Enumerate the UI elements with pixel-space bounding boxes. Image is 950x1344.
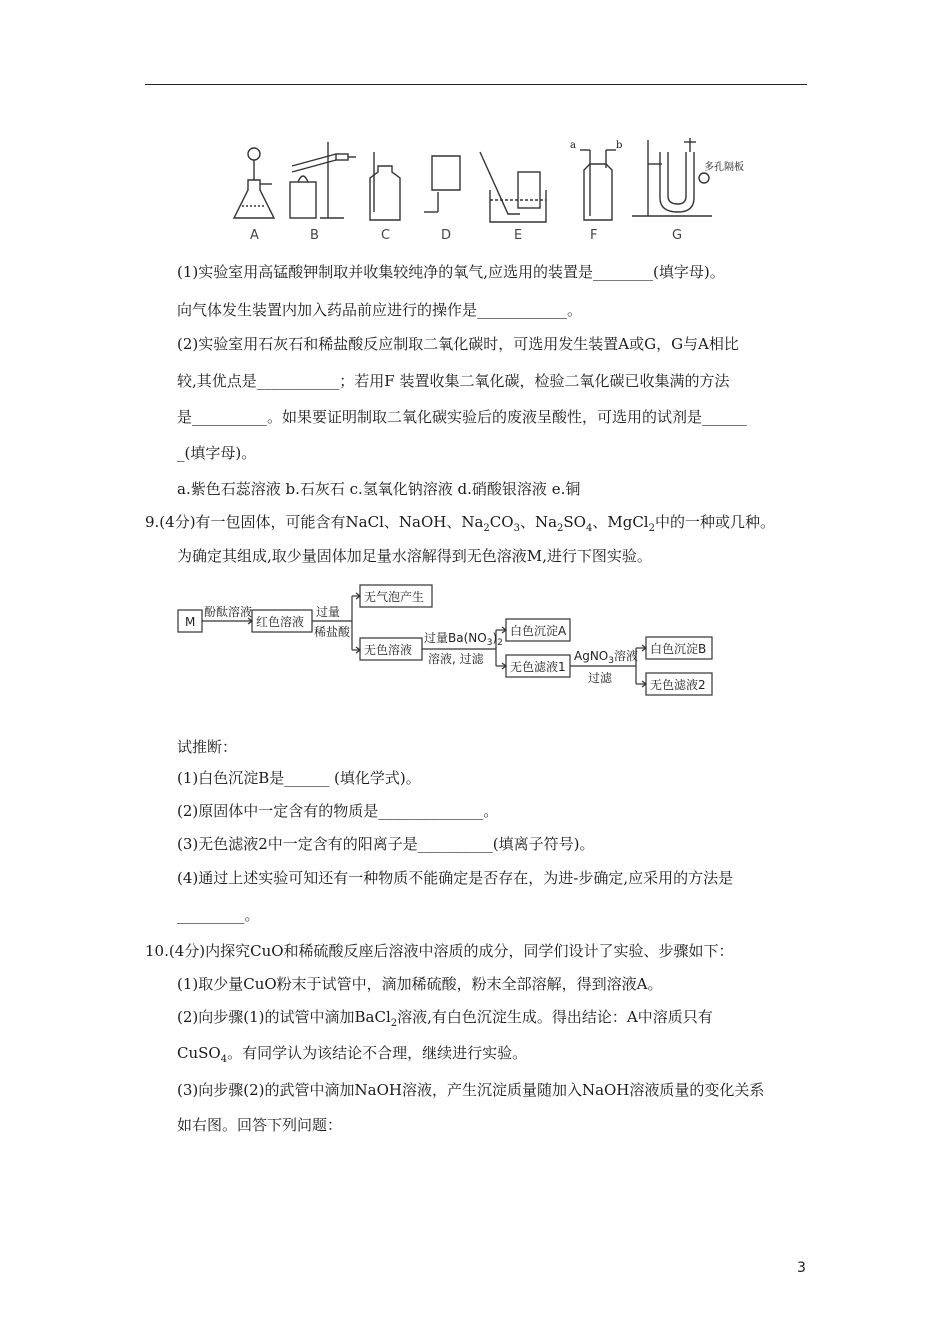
q8-part1-b: 向气体发生装置内加入药品前应进行的操作是____________。 bbox=[177, 301, 583, 319]
q9-intro: 为确定其组成,取少量固体加足量水溶解得到无色溶液M,进行下图实验。 bbox=[177, 547, 652, 565]
q10-part3-a: (3)向步骤(2)的武管中滴加NaOH溶液，产生沉淀质量随加入NaOH溶液质量的变化关系 bbox=[177, 1081, 765, 1099]
q8-part2-b: 较,其优点是___________；若用F 装置收集二氧化碳，检验二氧化碳已收集满的方法 bbox=[177, 372, 730, 390]
flow-a3a: 过量$Ba(NO_3)_2$ bbox=[424, 631, 503, 648]
apparatus-a-flask bbox=[234, 148, 274, 218]
apparatus-f-bottle bbox=[580, 150, 616, 220]
q8-part2-a: (2)实验室用石灰石和稀盐酸反应制取二氧化碳时，可选用发生装置A或G，G与A相比 bbox=[177, 335, 739, 353]
page-number: 3 bbox=[797, 1260, 806, 1276]
q9-part3: (3)无色滤液2中一定含有的阳离子是__________(填离子符号)。 bbox=[177, 835, 595, 853]
apparatus-figure bbox=[228, 132, 748, 244]
label-f: F bbox=[590, 228, 598, 243]
flow-m-text: M bbox=[185, 615, 196, 629]
q9-part4-a: (4)通过上述实验可知还有一种物质不能确定是否存在，为进-步确定,应采用的方法是 bbox=[177, 869, 734, 887]
q10-stem: 10.(4分)内探究CuO和稀硫酸反座后溶液中溶质的成分，同学们设计了实验、步骤如下： bbox=[145, 942, 734, 960]
q9-part4-b: _________。 bbox=[177, 906, 260, 924]
apparatus-f-tap-a: a bbox=[570, 140, 576, 151]
q9-part1: (1)白色沉淀B是______ (填化学式)。 bbox=[177, 769, 421, 787]
apparatus-b-heating bbox=[290, 142, 356, 218]
flow-a4b: 过滤 bbox=[588, 671, 613, 685]
apparatus-g-utube bbox=[632, 138, 712, 216]
label-c: C bbox=[381, 228, 391, 243]
q10-part2-a: (2)向步骤(1)的试管中滴加BaCl$_2$溶液,有白色沉淀生成。得出结论：A中溶质只有 bbox=[177, 1008, 713, 1029]
label-e: E bbox=[514, 228, 523, 243]
q9-part2: (2)原固体中一定含有的物质是______________。 bbox=[177, 802, 499, 820]
header-rule bbox=[145, 84, 807, 85]
flow-a3b: 溶液, 过滤 bbox=[428, 652, 484, 666]
apparatus-f-tap-b: b bbox=[616, 140, 623, 151]
flow-b1-text: 红色溶液 bbox=[256, 615, 305, 629]
q8-part2-d: _(填字母)。 bbox=[177, 444, 257, 462]
q10-part2-b: CuSO$_4$。有同学认为该结论不合理，继续进行实验。 bbox=[177, 1044, 528, 1065]
flow-b4-text: 白色沉淀A bbox=[510, 624, 567, 638]
apparatus-g-note: 多孔隔板 bbox=[704, 162, 744, 173]
label-b: B bbox=[310, 228, 319, 243]
label-d: D bbox=[441, 228, 452, 243]
q10-part3-b: 如右图。回答下列问题： bbox=[177, 1116, 343, 1134]
apparatus-e-trough bbox=[480, 152, 546, 222]
q9-stem: 9.(4分)有一包固体，可能含有NaCl、NaOH、$Na_2CO_3$、$Na_2SO_4$、MgCl$_2$中的一种或几种。 bbox=[145, 513, 775, 534]
label-g: G bbox=[672, 228, 683, 243]
q9-flowchart bbox=[176, 578, 736, 702]
flow-b3-text: 无色溶液 bbox=[364, 643, 413, 657]
label-a: A bbox=[250, 228, 259, 243]
q9-infer: 试推断： bbox=[177, 738, 238, 756]
q8-options: a.紫色石蕊溶液 b.石灰石 c.氢氧化钠溶液 d.硝酸银溶液 e.铜 bbox=[177, 480, 581, 498]
apparatus-c-bottle bbox=[370, 152, 400, 220]
flow-a4a: AgNO$_3$溶液 bbox=[574, 649, 638, 666]
q8-part1-a: (1)实验室用高锰酸钾制取并收集较纯净的氧气,应选用的装置是________(填字母)。 bbox=[177, 263, 725, 281]
q8-part2-c: 是__________。如果要证明制取二氧化碳实验后的废液呈酸性，可选用的试剂是______ bbox=[177, 408, 748, 426]
flow-a2a: 过量 bbox=[316, 605, 341, 619]
apparatus-d-bottle bbox=[424, 156, 460, 212]
flow-a1: 酚酞溶液 bbox=[204, 605, 253, 619]
flow-a2b: 稀盐酸 bbox=[314, 625, 351, 639]
flow-b5-text: 无色滤液1 bbox=[510, 660, 566, 674]
flow-b7-text: 无色滤液2 bbox=[650, 678, 706, 692]
q10-part1: (1)取少量CuO粉末于试管中，滴加稀硫酸，粉末全部溶解，得到溶液A。 bbox=[177, 975, 663, 993]
flow-b2-text: 无气泡产生 bbox=[364, 590, 425, 604]
flow-b6-text: 白色沉淀B bbox=[650, 642, 707, 656]
